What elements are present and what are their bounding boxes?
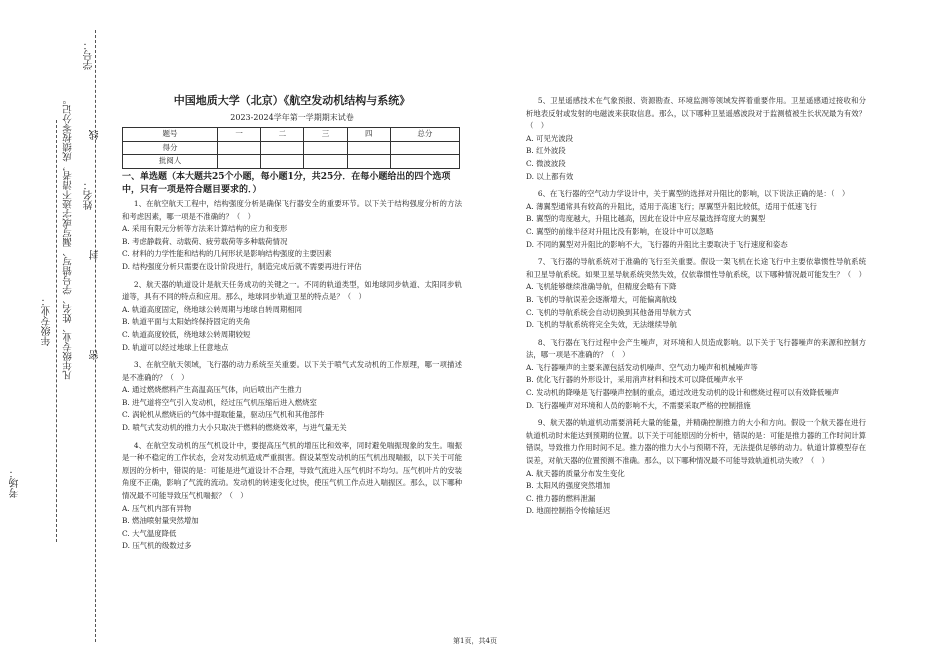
option-b[interactable]: B. 进气道将空气引入发动机，经过压气机压缩后进入燃烧室 [122,397,317,407]
option-a[interactable]: A. 轨道高度固定，绕地球公转周期与地球自转周期相同 [122,304,303,314]
option-b[interactable]: B. 考虑静载荷、动载荷、疲劳载荷等多种载荷情况 [122,236,288,246]
score-header-cell: 二 [261,128,304,142]
option-a[interactable]: A. 飞行器噪声的主要来源包括发动机噪声、空气动力噪声和机械噪声等 [526,362,758,372]
option-b[interactable]: B. 飞机的导航误差会逐渐增大，可能偏离航线 [526,294,677,304]
option-c[interactable]: C. 涡轮机从燃烧后的气体中提取能量，驱动压气机和其他部件 [122,410,325,420]
question-9 [526,417,866,518]
score-table-header-row [123,128,460,142]
score-cell[interactable] [304,141,347,155]
score-cell[interactable] [390,155,459,169]
question-stem: 1、在航空航天工程中，结构强度分析是确保飞行器安全的重要环节。以下关于结构强度分析的方法和考虑因素，哪一项是不准确的？（ ） [122,198,462,221]
score-table-row [123,141,460,155]
option-d[interactable]: D. 结构强度分析只需要在设计阶段进行，制造完成后就不需要再进行评估 [122,261,362,271]
binding-notice: 凡年级专业、姓名、学号错写、漏写或字迹不清者，成绩按零分记。 [63,95,74,380]
score-table [122,127,460,169]
student-number-label: 学号： [84,40,95,70]
score-header-cell: 题号 [123,128,218,142]
option-c[interactable]: C. 翼型的前缘半径对升阻比没有影响，在设计中可以忽略 [526,226,714,236]
option-c[interactable]: C. 大气温度降低 [122,528,177,538]
option-a[interactable]: A. 薄翼型通常具有较高的升阻比，适用于高速飞行；厚翼型升阻比较低，适用于低速飞行 [526,201,817,211]
option-c[interactable]: C. 轨道高度较低，绕地球公转周期较短 [122,329,251,339]
question-5 [526,95,866,183]
section-heading: 一、单选题（本大题共25个小题，每小题1分，共25分．在每小题给出的四个选项中，只有一项是符合题目要求的．） [122,171,451,195]
option-a[interactable]: A. 可见光波段 [526,133,573,143]
question-stem: 4、在航空发动机的压气机设计中，要提高压气机的增压比和效率，同时避免喘振现象的发生。喘振是一种不稳定的工作状态，会对发动机造成严重损害。假设某型发动机的压气机出现喘振，以下关于可能原因的分析中，错误的是：可能是进气道设计不合理，导致气流进入压气机时不均匀。压气机叶片的安装角度不正确，影响了气流的流动。发动机的转速变化过快，使压气机工作点进入喘振区。那么，以下哪种情况最不可能导致压气机喘振？（ ） [122,440,462,501]
score-cell[interactable] [261,141,304,155]
question-6 [526,188,866,251]
option-c[interactable]: C. 飞机的导航系统会自动切换到其他备用导航方式 [526,307,692,317]
score-cell[interactable] [304,155,347,169]
question-1 [122,198,462,274]
option-b[interactable]: B. 优化飞行器的外形设计，采用消声材料和技术可以降低噪声水平 [526,375,744,385]
score-header-cell: 一 [218,128,261,142]
option-b[interactable]: B. 翼型的弯度越大，升阻比越高，因此在设计中应尽量选择弯度大的翼型 [526,214,766,224]
option-b[interactable]: B. 太阳风的强度突然增加 [526,481,611,491]
score-cell[interactable] [347,155,390,169]
option-b[interactable]: B. 红外波段 [526,146,566,156]
seal-char-xian: 线 [90,130,101,140]
question-stem: 2、航天器的轨道设计是航天任务成功的关键之一。不同的轨道类型，如地球同步轨道、太阳同步轨道等，具有不同的特点和应用。那么，地球同步轨道卫星的特点是？（ ） [122,279,462,302]
option-c[interactable]: C. 推力器的燃料泄漏 [526,493,596,503]
page-footer: 第1页，共4页 [453,637,497,645]
option-d[interactable]: D. 不同的翼型对升阻比的影响不大，飞行器的升阻比主要取决于飞行速度和姿态 [526,239,788,249]
question-stem: 6、在飞行器的空气动力学设计中，关于翼型的选择对升阻比的影响，以下说法正确的是：（ ） [537,189,850,199]
question-stem: 7、飞行器的导航系统对于准确的飞行至关重要。假设一架飞机在长途飞行中主要依靠惯性导航系统和卫星导航系统。如果卫星导航系统突然失效，仅依靠惯性导航系统，以下哪种情况最可能发生？（ ） [526,257,866,279]
score-cell[interactable] [218,155,261,169]
seal-char-mi: 密 [90,350,101,360]
question-2 [122,279,462,355]
option-d[interactable]: D. 喷气式发动机的推力大小只取决于燃料的燃烧效率，与进气量无关 [122,423,347,433]
option-c[interactable]: C. 微波波段 [526,158,566,168]
score-header-cell: 三 [304,128,347,142]
exam-site-label: 考场： [10,468,21,498]
question-3 [122,359,462,435]
score-table-row [123,155,460,169]
exam-title: 中国地质大学（北京）《航空发动机结构与系统》 [173,94,411,107]
option-d[interactable]: D. 飞行器噪声对环境和人员的影响不大，不需要采取严格的控制措施 [526,400,751,410]
question-stem: 8、飞行器在飞行过程中会产生噪声，对环境和人员造成影响。以下关于飞行器噪声的来源和控制方法，哪一项是不准确的？（ ） [526,337,866,360]
question-stem: 3、在航空航天领域，飞行器的动力系统至关重要。以下关于喷气式发动机的工作原理，哪一项描述是不准确的？（ ） [122,360,462,382]
question-stem: 9、航天器的轨道机动需要消耗大量的能量，并精确控制推力的大小和方向。假设一个航天器在进行轨道机动时未能达到预期的位置。以下关于可能原因的分析中，错误的是：可能是推力器的工作时间计算错误，导致推力作用时间不足。推力器的推力大小与预期不符，无法提供足够的动力。轨道计算模型存在误差，对航天器的位置预测不准确。那么，以下哪种情况最不可能导致轨道机动失败？（ ） [526,418,866,466]
score-cell[interactable] [347,141,390,155]
question-7 [526,256,866,332]
right-column [526,95,866,523]
binding-margin [0,0,110,672]
seal-line-inner [56,120,57,542]
left-column [122,95,462,558]
option-a[interactable]: A. 采用有限元分析等方法来计算结构的应力和变形 [122,224,288,234]
option-a[interactable]: A. 飞机能够继续准确导航，但精度会略有下降 [526,282,677,292]
option-c[interactable]: C. 发动机的降噪是飞行器噪声控制的重点，通过改进发动机的设计和燃烧过程可以有效降低噪声 [526,388,840,398]
name-label: 姓名： [84,180,95,210]
option-d[interactable]: D. 轨道可以经过地球上任意地点 [122,342,229,352]
question-stem: 5、卫星遥感技术在气象预报、资源勘查、环境监测等领域发挥着重要作用。卫星遥感通过接收和分析地表反射或发射的电磁波来获取信息。那么，以下哪种卫星遥感波段对于监测植被生长状况最为有效？（ ） [526,96,866,131]
exam-subtitle: 2023-2024学年第一学期期末试卷 [230,112,354,122]
option-b[interactable]: B. 燃油喷射量突然增加 [122,516,199,526]
option-d[interactable]: D. 地面控制指令传输延迟 [526,506,611,516]
score-header-cell: 总分 [390,128,459,142]
score-row-label: 得分 [123,141,218,155]
score-header-cell: 四 [347,128,390,142]
option-a[interactable]: A. 通过燃烧燃料产生高温高压气体，向后喷出产生推力 [122,385,303,395]
option-d[interactable]: D. 以上都有效 [526,171,574,181]
option-d[interactable]: D. 飞机的导航系统将完全失效，无法继续导航 [526,320,677,330]
seal-char-feng: 封 [90,250,101,260]
option-a[interactable]: A. 航天器的质量分布发生变化 [526,468,625,478]
major-label: 年级专业： [42,296,53,346]
score-cell[interactable] [261,155,304,169]
seal-line-dashed [95,30,96,642]
option-a[interactable]: A. 压气机内部有异物 [122,503,192,513]
score-cell[interactable] [390,141,459,155]
score-cell[interactable] [218,141,261,155]
option-c[interactable]: C. 材料的力学性能和结构的几何形状是影响结构强度的主要因素 [122,249,332,259]
option-d[interactable]: D. 压气机的级数过多 [122,541,192,551]
question-4 [122,440,462,553]
option-b[interactable]: B. 轨道平面与太阳始终保持固定的夹角 [122,317,251,327]
score-row-label: 批阅人 [123,155,218,169]
question-8 [526,337,866,413]
